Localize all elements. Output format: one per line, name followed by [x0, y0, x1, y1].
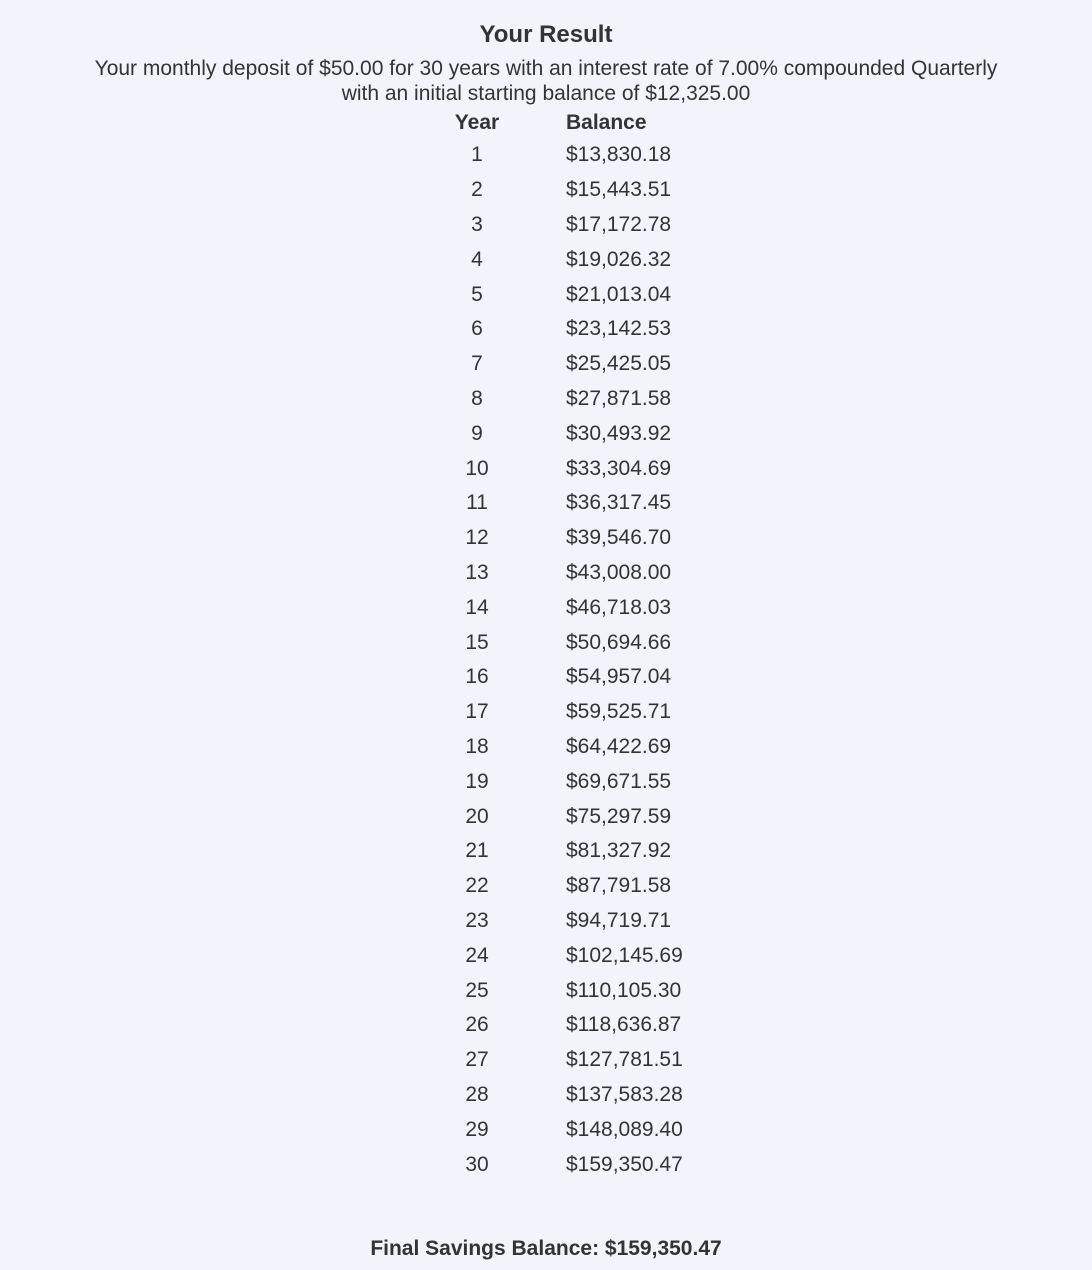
- balance-table: [420, 108, 740, 1182]
- table-row: [420, 208, 740, 243]
- year-cell: 30: [465, 1152, 489, 1176]
- year-cell: 13: [465, 560, 489, 584]
- year-cell: 1: [471, 143, 483, 167]
- balance-cell: $159,350.47: [566, 1152, 683, 1176]
- balance-cell: $59,525.71: [566, 700, 672, 724]
- year-cell: 22: [465, 874, 489, 898]
- balance-cell: $33,304.69: [566, 456, 672, 480]
- table-row: [420, 242, 740, 277]
- year-cell: 27: [465, 1048, 489, 1072]
- year-cell: 21: [465, 839, 489, 863]
- table-row: [420, 138, 740, 173]
- year-cell: 8: [471, 386, 483, 410]
- balance-cell: $25,425.05: [566, 352, 672, 376]
- balance-column-header: Balance: [566, 111, 647, 134]
- year-cell: 4: [471, 247, 483, 271]
- year-cell: 29: [465, 1117, 489, 1141]
- balance-cell: $23,142.53: [566, 317, 672, 341]
- year-cell: 7: [471, 352, 483, 376]
- year-cell: 17: [465, 700, 489, 724]
- table-row: [420, 521, 740, 556]
- table-row: [420, 869, 740, 904]
- balance-cell: $15,443.51: [566, 178, 672, 202]
- balance-cell: $46,718.03: [566, 595, 672, 619]
- description-line-2: with an initial starting balance of $12,325.00: [341, 82, 751, 105]
- table-row: [420, 173, 740, 208]
- table-header: [420, 108, 740, 138]
- table-row: [420, 1008, 740, 1043]
- table-row: [420, 590, 740, 625]
- table-row: [420, 556, 740, 591]
- table-row: [420, 660, 740, 695]
- balance-cell: $81,327.92: [566, 839, 672, 863]
- table-row: [420, 486, 740, 521]
- table-row: [420, 1112, 740, 1147]
- year-cell: 28: [465, 1082, 489, 1106]
- year-cell: 15: [465, 630, 489, 654]
- balance-cell: $102,145.69: [566, 943, 683, 967]
- year-cell: 14: [465, 595, 489, 619]
- final-savings-balance: Final Savings Balance: $159,350.47: [370, 1237, 722, 1260]
- table-row: [420, 695, 740, 730]
- table-row: [420, 904, 740, 939]
- description-line-1: Your monthly deposit of $50.00 for 30 years with an interest rate of 7.00% compounded Quarterly: [94, 57, 998, 80]
- balance-cell: $69,671.55: [566, 769, 672, 793]
- result-description: [40, 56, 1052, 106]
- balance-cell: $127,781.51: [566, 1048, 683, 1072]
- year-cell: 23: [465, 908, 489, 932]
- year-cell: 5: [471, 282, 483, 306]
- table-row: [420, 312, 740, 347]
- table-row: [420, 1078, 740, 1113]
- table-row: [420, 730, 740, 765]
- balance-cell: $27,871.58: [566, 386, 672, 410]
- year-cell: 16: [465, 665, 489, 689]
- year-cell: 26: [465, 1013, 489, 1037]
- balance-cell: $43,008.00: [566, 560, 672, 584]
- year-cell: 12: [465, 526, 489, 550]
- balance-cell: $13,830.18: [566, 143, 672, 167]
- balance-cell: $36,317.45: [566, 491, 672, 515]
- year-cell: 19: [465, 769, 489, 793]
- year-cell: 3: [471, 212, 483, 236]
- table-row: [420, 382, 740, 417]
- table-row: [420, 799, 740, 834]
- balance-cell: $19,026.32: [566, 247, 672, 271]
- table-row: [420, 764, 740, 799]
- balance-cell: $148,089.40: [566, 1117, 683, 1141]
- balance-cell: $50,694.66: [566, 630, 672, 654]
- balance-cell: $30,493.92: [566, 421, 672, 445]
- balance-cell: $64,422.69: [566, 734, 672, 758]
- table-row: [420, 625, 740, 660]
- year-cell: 2: [471, 178, 483, 202]
- table-row: [420, 347, 740, 382]
- table-row: [420, 938, 740, 973]
- balance-cell: $137,583.28: [566, 1082, 683, 1106]
- result-title: Your Result: [479, 21, 613, 48]
- year-column-header: Year: [454, 111, 500, 134]
- year-cell: 9: [471, 421, 483, 445]
- year-cell: 24: [465, 943, 489, 967]
- table-body: [420, 138, 740, 1182]
- year-cell: 25: [465, 978, 489, 1002]
- balance-cell: $94,719.71: [566, 908, 672, 932]
- balance-cell: $110,105.30: [566, 978, 682, 1002]
- table-row: [420, 277, 740, 312]
- year-cell: 6: [471, 317, 483, 341]
- balance-cell: $87,791.58: [566, 874, 672, 898]
- year-cell: 18: [465, 734, 489, 758]
- table-row: [420, 416, 740, 451]
- table-row: [420, 973, 740, 1008]
- balance-cell: $118,636.87: [566, 1013, 682, 1037]
- balance-cell: $39,546.70: [566, 526, 672, 550]
- table-row: [420, 834, 740, 869]
- year-cell: 10: [465, 456, 489, 480]
- table-row: [420, 1043, 740, 1078]
- balance-cell: $75,297.59: [566, 804, 672, 828]
- table-row: [420, 1147, 740, 1182]
- balance-cell: $54,957.04: [566, 665, 672, 689]
- year-cell: 20: [465, 804, 489, 828]
- year-cell: 11: [466, 491, 488, 515]
- table-row: [420, 451, 740, 486]
- balance-cell: $17,172.78: [566, 212, 672, 236]
- balance-cell: $21,013.04: [566, 282, 672, 306]
